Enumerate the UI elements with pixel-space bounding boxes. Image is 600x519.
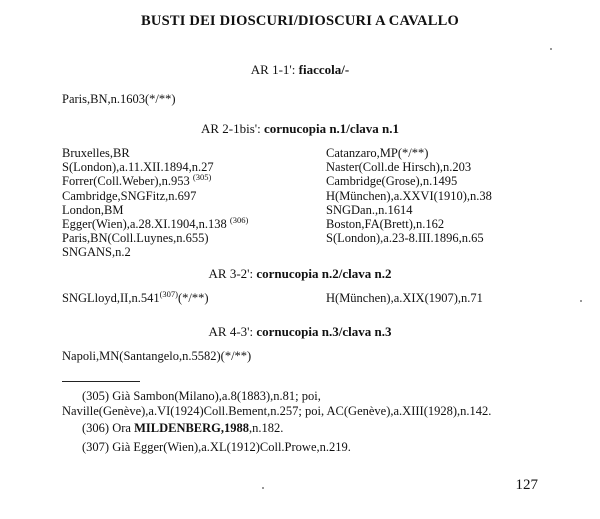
entry-napoli-mn: Napoli,MN(Santangelo,n.5582)(*/**) (62, 349, 252, 363)
footnote-ref: (305) (192, 172, 212, 183)
section-header-type: AR 2-1bis': (200, 121, 264, 136)
footnote-ref: (307) (159, 288, 178, 299)
footnote-bold: MILDENBERG,1988 (134, 421, 250, 435)
section-header-type: AR 1-1': (250, 62, 299, 77)
section-header-ar4 (0, 324, 600, 340)
entry-list-left (62, 146, 248, 260)
entry-text: Forrer(Coll.Weber),n.953 (62, 174, 193, 189)
list-item: SNGDan.,n.1614 (326, 202, 413, 217)
footnote-307: (307) Già Egger(Wien),a.XL(1912)Coll.Prowe,n.219. (82, 440, 351, 454)
list-item: Cambridge(Grose),n.1495 (326, 174, 458, 189)
scan-speck (262, 487, 264, 489)
section-header-ar1 (0, 62, 600, 78)
footnote-text: (306) Ora (82, 421, 135, 435)
list-item: SNGANS,n.2 (62, 245, 131, 260)
footnote-306 (82, 421, 283, 436)
section-header-desc: cornucopia n.2/clava n.2 (256, 266, 392, 281)
entry-list-right (326, 146, 492, 245)
list-item: London,BM (62, 202, 124, 217)
list-item: S(London),a.23-8.III.1896,n.65 (326, 231, 484, 246)
entry-h-munchen: H(München),a.XIX(1907),n.71 (326, 291, 483, 305)
section-header-desc: cornucopia n.3/clava n.3 (256, 324, 392, 339)
entry-text: SNGLloyd,II,n.541 (62, 291, 160, 305)
list-item: H(München),a.XXVI(1910),n.38 (326, 188, 492, 203)
page-number: 127 (515, 477, 538, 493)
list-item: Bruxelles,BR (62, 146, 130, 160)
footnote-divider (62, 381, 140, 382)
entry-sngl-lloyd (62, 288, 209, 305)
list-item (62, 174, 248, 188)
entry-paris-bn: Paris,BN,n.1603(*/**) (62, 92, 176, 106)
section-header-desc: fiaccola/- (298, 62, 350, 77)
list-item (62, 214, 249, 232)
footnote-text: ,n.182. (249, 421, 284, 435)
scan-speck (550, 48, 552, 50)
list-item: Paris,BN(Coll.Luynes,n.655) (62, 231, 209, 246)
list-item: S(London),a.11.XII.1894,n.27 (62, 160, 214, 175)
scan-speck (580, 300, 582, 302)
page-title: BUSTI DEI DIOSCURI/DIOSCURI A CAVALLO (141, 13, 459, 29)
list-item: Naster(Coll.de Hirsch),n.203 (326, 160, 472, 175)
footnote-305 (62, 389, 562, 419)
section-header-ar2 (0, 121, 600, 137)
entry-text: (*/**) (178, 291, 209, 305)
section-header-type: AR 4-3': (208, 324, 257, 339)
section-header-desc: cornucopia n.1/clava n.1 (263, 121, 400, 136)
section-header-ar3 (0, 266, 600, 282)
list-item: Catanzaro,MP(*/**) (326, 146, 429, 160)
footnote-ref: (306) (229, 214, 249, 225)
footnote-text: (305) Già Sambon(Milano),a.8(1883),n.81; poi, Naville(Genève),a.VI(1924)Coll.Bement,n.257; poi, AC(Genève),a.XIII(1928),n.142. (62, 389, 492, 418)
list-item: Cambridge,SNGFitz,n.697 (62, 188, 197, 203)
section-header-type: AR 3-2': (208, 266, 257, 281)
entry-text: Egger(Wien),a.28.XI.1904,n.138 (62, 217, 230, 232)
list-item: Boston,FA(Brett),n.162 (326, 217, 445, 232)
